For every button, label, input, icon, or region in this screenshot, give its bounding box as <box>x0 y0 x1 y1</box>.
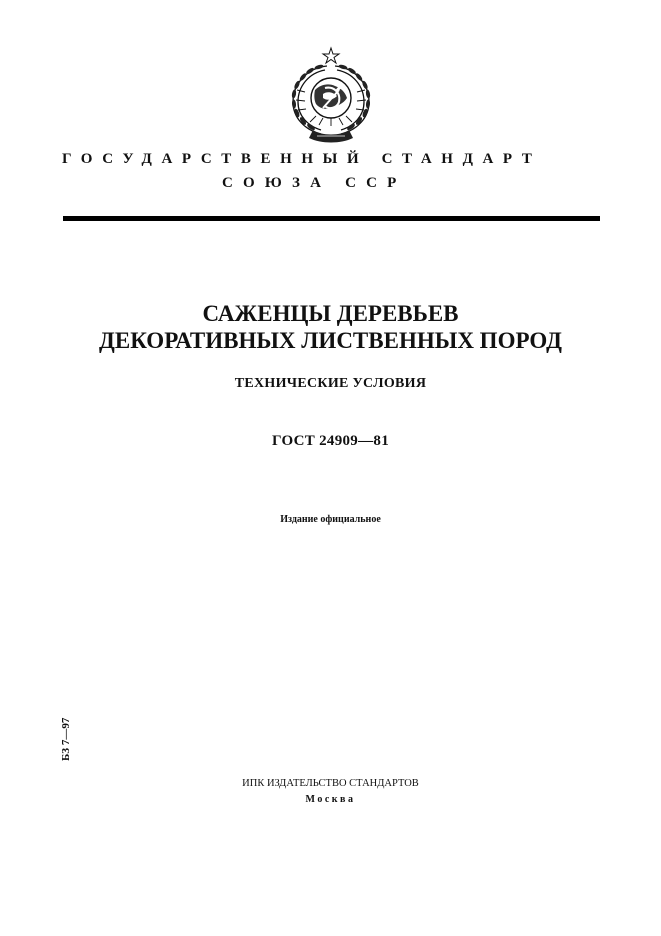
publisher-city: Москва <box>305 794 356 805</box>
document-title-line-2: ДЕКОРАТИВНЫХ ЛИСТВЕННЫХ ПОРОД <box>99 328 562 353</box>
publisher-name: ИПК ИЗДАТЕЛЬСТВО СТАНДАРТОВ <box>242 778 419 789</box>
document-title-line-1: САЖЕНЦЫ ДЕРЕВЬЕВ <box>202 301 459 326</box>
edition-note: Издание официальное <box>280 514 381 525</box>
header-state-standard: ГОСУДАРСТВЕННЫЙ СТАНДАРТ <box>62 151 542 167</box>
document-subtitle: ТЕХНИЧЕСКИЕ УСЛОВИЯ <box>234 376 427 391</box>
standard-number: ГОСТ 24909—81 <box>271 433 389 449</box>
header-ussr: СОЮЗА ССР <box>222 175 407 191</box>
ussr-state-emblem-icon <box>283 46 379 144</box>
side-catalog-code: БЗ 7—97 <box>60 717 72 761</box>
header-divider <box>63 216 600 221</box>
